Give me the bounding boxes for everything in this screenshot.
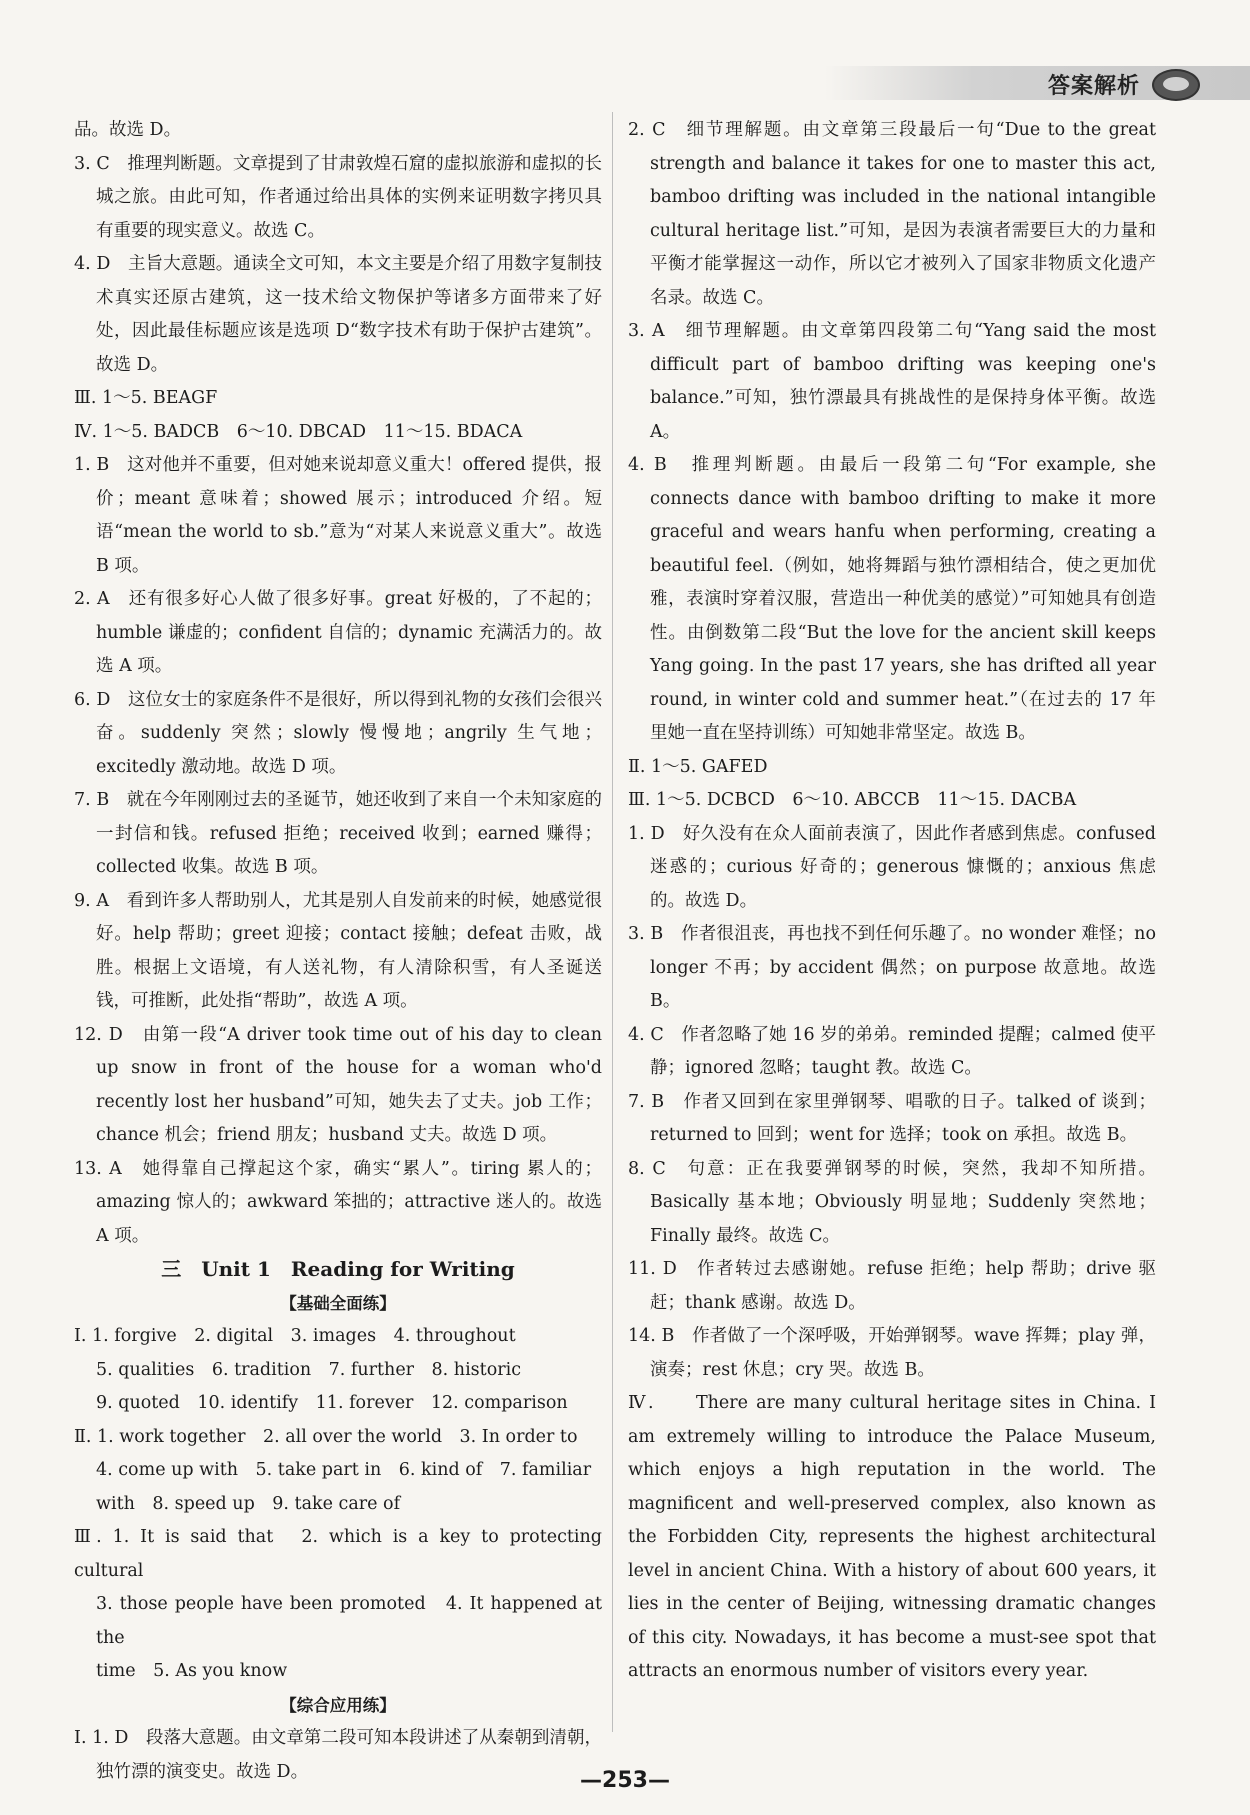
right-column (628, 114, 1156, 1689)
answer-line: 3. B 作者很沮丧，再也找不到任何乐趣了。no wonder 难怪；no longer 不再；by accident 偶然；on purpose 故意地。故选 B。 (628, 924, 1156, 1011)
basic-line: with 8. speed up 9. take care of (96, 1493, 401, 1514)
column-divider (612, 112, 613, 1732)
answer-line: 3. A 细节理解题。由文章第四段第二句“Yang said the most difficult part of bamboo drifting was keeping one's balance.”可知，独竹漂最具有挑战性的是保持身体平衡。故选 A。 (628, 321, 1156, 442)
answer-line: 4. B 推理判断题。由最后一段第二句“For example, she connects dance with bamboo drifting to make it more graceful and wears hanfu when performing, creating a beautiful feel.（例如，她将舞蹈与独竹漂相结合，使之更加优雅，表演时穿着汉服，营造出一种优美的感觉）”可知她具有创造性。由倒数第二段“But the love for the ancient skill keeps Yang going. In the past 17 years, she has drifted all year round, in winter cold and summer heat.”（在过去的 17 年里她一直在坚持训练）可知她非常坚定。故选 B。 (628, 455, 1156, 743)
answer-key-line: Ⅱ. 1～5. GAFED (628, 756, 768, 777)
header-title: 答案解析 (1047, 74, 1140, 99)
section-apply-heading: 【综合应用练】 (280, 1695, 396, 1715)
answer-line: 4. C 作者忽略了她 16 岁的弟弟。reminded 提醒；calmed 使平静；ignored 忽略；taught 教。故选 C。 (628, 1024, 1156, 1078)
answer-key-line: Ⅲ. 1～5. DCBCD 6～10. ABCCB 11～15. DACBA (628, 790, 1077, 810)
section-title: 三 Unit 1 Reading for Writing (161, 1257, 515, 1281)
basic-line: Ⅲ. 1. It is said that 2. which is a key to protecting cultural (74, 1527, 602, 1581)
answer-line: 品。故选 D。 (74, 120, 182, 140)
answer-line: 4. D 主旨大意题。通读全文可知，本文主要是介绍了用数字复制技术真实还原古建筑，这一技术给文物保护等诸多方面带来了好处，因此最佳标题应该是选项 D“数字技术有助于保护古建筑”。故选 D。 (74, 254, 602, 375)
answer-key-line: Ⅲ. 1～5. BEAGF (74, 388, 218, 408)
answer-line: 7. B 就在今年刚刚过去的圣诞节，她还收到了来自一个未知家庭的一封信和钱。refused 拒绝；received 收到；earned 赚得；collected 收集。故选 B 项。 (74, 790, 602, 877)
left-column (74, 114, 602, 1789)
basic-line: 4. come up with 5. take part in 6. kind of 7. familiar (96, 1460, 592, 1480)
page-number: —253— (580, 1768, 670, 1793)
answer-line: 1. B 这对他并不重要，但对她来说却意义重大！offered 提供，报价；meant 意味着；showed 展示；introduced 介绍。短语“mean the world to sb.”意为“对某人来说意义重大”。故选 B 项。 (74, 455, 602, 576)
answer-line: 8. C 句意：正在我要弹钢琴的时候，突然，我却不知所措。Basically 基本地；Obviously 明显地；Suddenly 突然地；Finally 最终。故选 C。 (628, 1158, 1156, 1246)
answer-line: 6. D 这位女士的家庭条件不是很好，所以得到礼物的女孩们会很兴奋。suddenly 突然；slowly 慢慢地；angrily 生气地；excitedly 激动地。故选 D 项。 (74, 689, 602, 777)
answer-line: 7. B 作者又回到在家里弹钢琴、唱歌的日子。talked of 谈到；returned to 回到；went for 选择；took on 承担。故选 B。 (628, 1091, 1156, 1145)
answer-line: Ⅰ. 1. D 段落大意题。由文章第二段可知本段讲述了从秦朝到清朝，独竹漂的演变史。故选 D。 (74, 1728, 602, 1782)
answer-line: 9. A 看到许多人帮助别人，尤其是别人自发前来的时候，她感觉很好。help 帮助；greet 迎接；contact 接触；defeat 击败，战胜。根据上文语境，有人送礼物，有人清除积雪，有人圣诞送钱，可推断，此处指“帮助”，故选 A 项。 (74, 890, 602, 1011)
basic-line: 9. quoted 10. identify 11. forever 12. comparison (96, 1393, 568, 1413)
answer-line: 13. A 她得靠自己撑起这个家，确实“累人”。tiring 累人的；amazing 惊人的；awkward 笨拙的；attractive 迷人的。故选 A 项。 (74, 1158, 602, 1246)
page-header (825, 66, 1250, 100)
basic-line: 5. qualities 6. tradition 7. further 8. historic (96, 1359, 521, 1380)
basic-line: 3. those people have been promoted 4. It happened at the (96, 1594, 602, 1648)
basic-line: Ⅱ. 1. work together 2. all over the world 3. In order to (74, 1426, 578, 1447)
answer-line: 1. D 好久没有在众人面前表演了，因此作者感到焦虑。confused 迷惑的；curious 好奇的；generous 慷慨的；anxious 焦虑的。故选 D。 (628, 823, 1156, 911)
answer-key-line: Ⅳ. 1～5. BADCB 6～10. DBCAD 11～15. BDACA (74, 421, 523, 442)
answer-line: 2. A 还有很多好心人做了很多好事。great 好极的，了不起的；humble 谦虚的；confident 自信的；dynamic 充满活力的。故选 A 项。 (74, 589, 602, 676)
answer-line: 2. C 细节理解题。由文章第三段最后一句“Due to the great strength and balance it takes for one to master this act, bamboo drifting was included in the national intangible cultural heritage list.”可知，是因为表演者需要巨大的力量和平衡才能掌握这一动作，所以它才被列入了国家非物质文化遗产名录。故选 C。 (628, 120, 1156, 308)
basic-line: Ⅰ. 1. forgive 2. digital 3. images 4. throughout (74, 1326, 516, 1346)
answer-line: 12. D 由第一段“A driver took time out of his day to clean up snow in front of the house for a woman who'd recently lost her husband”可知，她失去了丈夫。job 工作；chance 机会；friend 朋友；husband 丈夫。故选 D 项。 (74, 1024, 602, 1145)
eye-logo-icon (1152, 69, 1200, 101)
basic-line: time 5. As you know (96, 1661, 288, 1681)
essay-paragraph: Ⅳ. There are many cultural heritage sites in China. I am extremely willing to introduce the Palace Museum, which enjoys a high reputation in the world. The magnificent and well-preserved complex, also known as the Forbidden City, represents the highest architectural level in ancient China. With a history of about 600 years, it lies in the center of Beijing, witnessing dramatic changes of this city. Nowadays, it has become a must-see spot that attracts an enormous number of visitors every year. (628, 1393, 1156, 1681)
answer-line: 14. B 作者做了一个深呼吸，开始弹钢琴。wave 挥舞；play 弹，演奏；rest 休息；cry 哭。故选 B。 (628, 1326, 1156, 1380)
section-basic-heading: 【基础全面练】 (280, 1293, 396, 1313)
answer-line: 11. D 作者转过去感谢她。refuse 拒绝；help 帮助；drive 驱赶；thank 感谢。故选 D。 (628, 1259, 1156, 1313)
answer-line: 3. C 推理判断题。文章提到了甘肃敦煌石窟的虚拟旅游和虚拟的长城之旅。由此可知，作者通过给出具体的实例来证明数字拷贝具有重要的现实意义。故选 C。 (74, 153, 602, 241)
